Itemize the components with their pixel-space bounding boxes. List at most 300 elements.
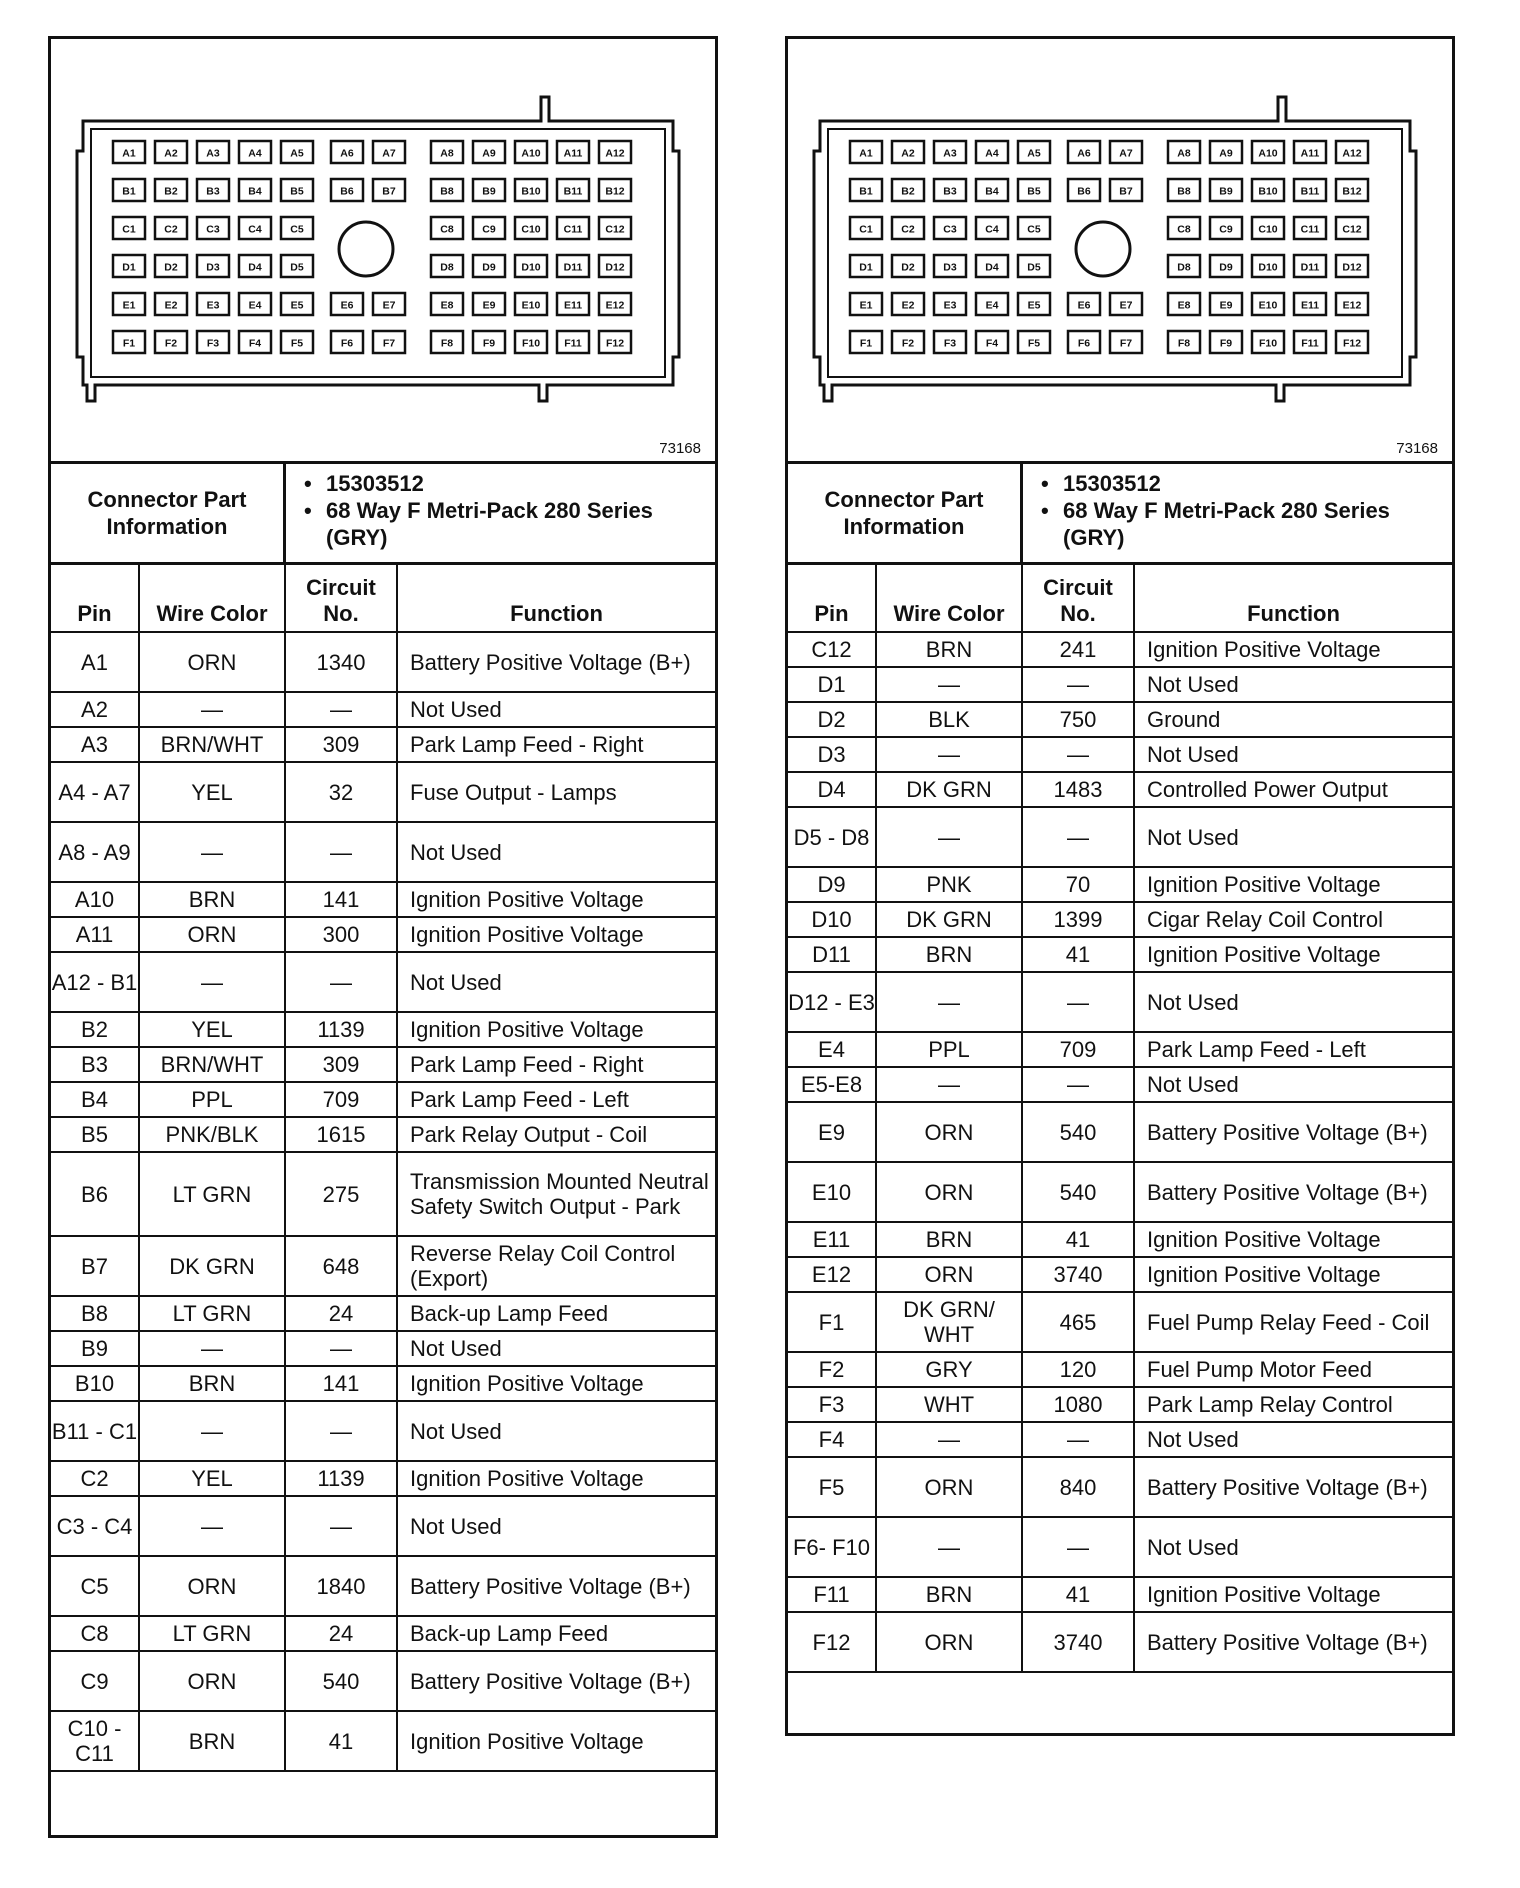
cell-wire-color: —: [139, 1496, 285, 1556]
cell-pin: E12: [788, 1257, 876, 1292]
svg-text:C11: C11: [1300, 223, 1320, 236]
cavity-a7: [373, 141, 405, 163]
cavity-a3: [197, 141, 229, 163]
cell-pin: F2: [788, 1352, 876, 1387]
svg-text:A6: A6: [340, 147, 354, 160]
svg-text:A1: A1: [122, 147, 136, 160]
cell-function: Ignition Positive Voltage: [1134, 937, 1452, 972]
cell-wire-color: DK GRN/ WHT: [876, 1292, 1022, 1352]
cavity-f12: [1336, 331, 1368, 353]
svg-text:C4: C4: [985, 223, 999, 236]
cell-circuit: 120: [1022, 1352, 1134, 1387]
svg-text:A9: A9: [1219, 147, 1233, 160]
cell-function: Ignition Positive Voltage: [397, 1012, 715, 1047]
cavity-d4: [239, 255, 271, 277]
cell-pin: D1: [788, 667, 876, 702]
cavity-d12: [1336, 255, 1368, 277]
cavity-a4: [239, 141, 271, 163]
cell-pin: F3: [788, 1387, 876, 1422]
table-row: [51, 1616, 715, 1651]
connector-info-label: Connector Part Information: [51, 464, 286, 562]
svg-text:F6: F6: [1077, 337, 1091, 350]
figure-number: 73168: [1396, 440, 1438, 457]
cavity-d8: [1168, 255, 1200, 277]
cell-wire-color: PNK: [876, 867, 1022, 902]
cavity-b12: [599, 179, 631, 201]
svg-text:D5: D5: [1027, 261, 1041, 274]
svg-text:A8: A8: [440, 147, 454, 160]
svg-text:F3: F3: [206, 337, 220, 350]
cavity-f11: [557, 331, 589, 353]
svg-text:C2: C2: [901, 223, 915, 236]
svg-text:C8: C8: [440, 223, 454, 236]
cell-wire-color: BRN: [139, 1366, 285, 1401]
table-row: [51, 1117, 715, 1152]
cavity-d3: [197, 255, 229, 277]
table-row: [51, 917, 715, 952]
cavity-c3: [934, 217, 966, 239]
cell-wire-color: —: [139, 1331, 285, 1366]
svg-text:D3: D3: [943, 261, 957, 274]
header-function: Function: [1134, 565, 1452, 632]
table-row: [51, 1047, 715, 1082]
cell-function: Not Used: [397, 952, 715, 1012]
cell-circuit: 1615: [285, 1117, 397, 1152]
connector-outline-icon: [51, 39, 715, 461]
cell-circuit: 540: [1022, 1102, 1134, 1162]
table-row: [51, 1651, 715, 1711]
svg-text:F2: F2: [901, 337, 915, 350]
pin-table: [788, 565, 1452, 1673]
cell-wire-color: ORN: [139, 1651, 285, 1711]
cavity-e3: [934, 293, 966, 315]
cell-wire-color: —: [876, 737, 1022, 772]
connector-face-diagram: [51, 39, 715, 464]
cell-function: Not Used: [1134, 807, 1452, 867]
cell-circuit: 540: [1022, 1162, 1134, 1222]
table-row: [788, 1577, 1452, 1612]
svg-text:E7: E7: [1119, 299, 1133, 312]
cell-wire-color: BRN: [876, 937, 1022, 972]
polarizing-key-icon: [1076, 222, 1130, 276]
cell-pin: A4 - A7: [51, 762, 139, 822]
cavity-e4: [976, 293, 1008, 315]
svg-text:F3: F3: [943, 337, 957, 350]
table-row: [51, 1711, 715, 1771]
header-circuit: Circuit No.: [1022, 565, 1134, 632]
cavity-f12: [599, 331, 631, 353]
cavity-a1: [113, 141, 145, 163]
cell-function: Not Used: [1134, 737, 1452, 772]
cavity-c5: [281, 217, 313, 239]
cell-circuit: 750: [1022, 702, 1134, 737]
cavity-c5: [1018, 217, 1050, 239]
svg-text:D2: D2: [901, 261, 915, 274]
cell-wire-color: —: [876, 1517, 1022, 1577]
cell-pin: D9: [788, 867, 876, 902]
cavity-a3: [934, 141, 966, 163]
table-row: [788, 972, 1452, 1032]
cell-function: Not Used: [1134, 1517, 1452, 1577]
cavity-a8: [431, 141, 463, 163]
cell-pin: D11: [788, 937, 876, 972]
table-row: [51, 762, 715, 822]
svg-text:C12: C12: [605, 223, 625, 236]
cavity-e7: [1110, 293, 1142, 315]
svg-text:F9: F9: [1219, 337, 1233, 350]
cavity-a6: [1068, 141, 1100, 163]
cavity-a1: [850, 141, 882, 163]
cavity-a11: [1294, 141, 1326, 163]
svg-text:B2: B2: [901, 185, 915, 198]
cell-function: Not Used: [397, 822, 715, 882]
cell-wire-color: ORN: [876, 1162, 1022, 1222]
svg-text:B3: B3: [943, 185, 957, 198]
cavity-a10: [515, 141, 547, 163]
cavity-f6: [331, 331, 363, 353]
cell-function: Battery Positive Voltage (B+): [1134, 1102, 1452, 1162]
svg-text:A5: A5: [1027, 147, 1041, 160]
cavity-c12: [599, 217, 631, 239]
cell-function: Not Used: [1134, 1067, 1452, 1102]
svg-text:A4: A4: [248, 147, 262, 160]
svg-text:E1: E1: [859, 299, 873, 312]
svg-text:E10: E10: [521, 299, 541, 312]
cavity-d9: [1210, 255, 1242, 277]
cell-wire-color: PPL: [876, 1032, 1022, 1067]
table-row: [788, 772, 1452, 807]
svg-text:A5: A5: [290, 147, 304, 160]
svg-text:B8: B8: [1177, 185, 1191, 198]
cavity-d12: [599, 255, 631, 277]
svg-text:B11: B11: [1300, 185, 1320, 198]
cavity-a4: [976, 141, 1008, 163]
svg-text:E4: E4: [985, 299, 999, 312]
cavity-b9: [1210, 179, 1242, 201]
cell-pin: B2: [51, 1012, 139, 1047]
cavity-b9: [473, 179, 505, 201]
svg-text:D8: D8: [1177, 261, 1191, 274]
cell-wire-color: BRN: [876, 1577, 1022, 1612]
cell-function: Transmission Mounted Neutral Safety Switch Output - Park: [397, 1152, 715, 1236]
cell-wire-color: WHT: [876, 1387, 1022, 1422]
connector-info-list: [286, 464, 715, 562]
svg-text:E8: E8: [440, 299, 454, 312]
part-number: • 15303512: [326, 470, 715, 497]
table-row: [51, 1461, 715, 1496]
header-wire-color: Wire Color: [139, 565, 285, 632]
cell-function: Ignition Positive Voltage: [397, 1711, 715, 1771]
svg-text:E5: E5: [1027, 299, 1041, 312]
table-row: [788, 1032, 1452, 1067]
cell-function: Park Lamp Feed - Right: [397, 1047, 715, 1082]
cavity-b2: [155, 179, 187, 201]
cavity-b4: [239, 179, 271, 201]
cell-function: Battery Positive Voltage (B+): [397, 632, 715, 692]
cell-circuit: 275: [285, 1152, 397, 1236]
cell-function: Not Used: [397, 1331, 715, 1366]
figure-number: 73168: [659, 440, 701, 457]
svg-text:D11: D11: [563, 261, 583, 274]
svg-text:D3: D3: [206, 261, 220, 274]
cavity-b7: [373, 179, 405, 201]
cell-circuit: 41: [1022, 1222, 1134, 1257]
table-row: [51, 692, 715, 727]
table-row: [788, 632, 1452, 667]
cell-function: Ignition Positive Voltage: [397, 917, 715, 952]
cell-pin: D12 - E3: [788, 972, 876, 1032]
cell-pin: D3: [788, 737, 876, 772]
svg-text:A12: A12: [605, 147, 625, 160]
cavity-e7: [373, 293, 405, 315]
cell-wire-color: —: [876, 807, 1022, 867]
header-circuit: Circuit No.: [285, 565, 397, 632]
table-row: [788, 1067, 1452, 1102]
cell-pin: F5: [788, 1457, 876, 1517]
cell-wire-color: BRN: [876, 632, 1022, 667]
cavity-d10: [515, 255, 547, 277]
table-row: [788, 937, 1452, 972]
svg-text:F8: F8: [1177, 337, 1191, 350]
svg-text:F12: F12: [1342, 337, 1362, 350]
svg-text:B6: B6: [340, 185, 354, 198]
svg-text:D4: D4: [248, 261, 262, 274]
cell-function: Park Lamp Feed - Left: [1134, 1032, 1452, 1067]
cell-circuit: 1399: [1022, 902, 1134, 937]
cell-circuit: —: [1022, 1067, 1134, 1102]
cell-circuit: 24: [285, 1296, 397, 1331]
table-row: [788, 807, 1452, 867]
table-row: [51, 1236, 715, 1296]
cavity-f9: [473, 331, 505, 353]
cell-function: Battery Positive Voltage (B+): [397, 1651, 715, 1711]
cell-function: Back-up Lamp Feed: [397, 1616, 715, 1651]
cavity-b1: [850, 179, 882, 201]
cavity-e4: [239, 293, 271, 315]
cell-pin: B6: [51, 1152, 139, 1236]
cavity-e9: [473, 293, 505, 315]
cell-pin: C9: [51, 1651, 139, 1711]
cell-wire-color: —: [876, 1067, 1022, 1102]
svg-text:B10: B10: [521, 185, 541, 198]
cell-function: Controlled Power Output: [1134, 772, 1452, 807]
table-row: [51, 1366, 715, 1401]
cavity-d1: [113, 255, 145, 277]
connector-description: • 68 Way F Metri-Pack 280 Series (GRY): [1063, 497, 1452, 551]
cavity-b11: [557, 179, 589, 201]
table-row: [51, 1331, 715, 1366]
cavity-e9: [1210, 293, 1242, 315]
cavity-a12: [1336, 141, 1368, 163]
cavity-f9: [1210, 331, 1242, 353]
cavity-c12: [1336, 217, 1368, 239]
cell-circuit: —: [1022, 972, 1134, 1032]
cell-wire-color: LT GRN: [139, 1616, 285, 1651]
svg-text:F2: F2: [164, 337, 178, 350]
cell-pin: A3: [51, 727, 139, 762]
cavity-a5: [281, 141, 313, 163]
table-row: [788, 1222, 1452, 1257]
cell-function: Not Used: [397, 1401, 715, 1461]
cavity-b8: [1168, 179, 1200, 201]
svg-text:D12: D12: [605, 261, 625, 274]
svg-text:E2: E2: [901, 299, 915, 312]
svg-text:F7: F7: [1119, 337, 1133, 350]
svg-text:F4: F4: [985, 337, 999, 350]
cavity-b5: [281, 179, 313, 201]
cell-function: Park Lamp Feed - Left: [397, 1082, 715, 1117]
svg-text:D9: D9: [1219, 261, 1233, 274]
cell-wire-color: YEL: [139, 1461, 285, 1496]
svg-text:B4: B4: [248, 185, 262, 198]
cavity-e2: [155, 293, 187, 315]
cell-wire-color: DK GRN: [876, 772, 1022, 807]
cell-wire-color: —: [876, 667, 1022, 702]
cavity-c3: [197, 217, 229, 239]
cavity-f11: [1294, 331, 1326, 353]
svg-text:C10: C10: [521, 223, 541, 236]
svg-text:B12: B12: [605, 185, 625, 198]
cell-circuit: —: [285, 822, 397, 882]
cavity-f4: [239, 331, 271, 353]
svg-text:B2: B2: [164, 185, 178, 198]
svg-text:E4: E4: [248, 299, 262, 312]
cell-pin: C5: [51, 1556, 139, 1616]
svg-text:F5: F5: [290, 337, 304, 350]
cell-wire-color: ORN: [876, 1102, 1022, 1162]
cell-pin: A12 - B1: [51, 952, 139, 1012]
cell-pin: A11: [51, 917, 139, 952]
svg-text:A3: A3: [206, 147, 220, 160]
cell-pin: B8: [51, 1296, 139, 1331]
cell-circuit: 1139: [285, 1461, 397, 1496]
cell-pin: D5 - D8: [788, 807, 876, 867]
svg-text:C9: C9: [1219, 223, 1233, 236]
table-row: [788, 1517, 1452, 1577]
cell-function: Ignition Positive Voltage: [1134, 632, 1452, 667]
cell-circuit: 141: [285, 882, 397, 917]
cell-pin: B7: [51, 1236, 139, 1296]
svg-text:E1: E1: [122, 299, 136, 312]
cavity-e8: [431, 293, 463, 315]
svg-text:C4: C4: [248, 223, 262, 236]
cell-circuit: 141: [285, 1366, 397, 1401]
cavity-f2: [155, 331, 187, 353]
cavity-c1: [113, 217, 145, 239]
cell-wire-color: PNK/BLK: [139, 1117, 285, 1152]
table-row: [51, 822, 715, 882]
cavity-b5: [1018, 179, 1050, 201]
svg-text:E9: E9: [482, 299, 496, 312]
cell-pin: B4: [51, 1082, 139, 1117]
cavity-c8: [431, 217, 463, 239]
cell-pin: D2: [788, 702, 876, 737]
cavity-c1: [850, 217, 882, 239]
cavity-e6: [1068, 293, 1100, 315]
svg-text:C8: C8: [1177, 223, 1191, 236]
svg-text:F9: F9: [482, 337, 496, 350]
cell-function: Reverse Relay Coil Control (Export): [397, 1236, 715, 1296]
cell-function: Not Used: [1134, 667, 1452, 702]
svg-text:A8: A8: [1177, 147, 1191, 160]
cavity-e11: [1294, 293, 1326, 315]
svg-text:C1: C1: [859, 223, 873, 236]
svg-text:A10: A10: [1258, 147, 1278, 160]
table-row: [788, 702, 1452, 737]
cavity-d9: [473, 255, 505, 277]
cell-wire-color: YEL: [139, 762, 285, 822]
svg-text:B8: B8: [440, 185, 454, 198]
cavity-e1: [850, 293, 882, 315]
cell-wire-color: ORN: [876, 1612, 1022, 1672]
table-row: [51, 1152, 715, 1236]
pinout-panel-right: [785, 36, 1455, 1736]
svg-text:B5: B5: [1027, 185, 1041, 198]
cavity-e5: [281, 293, 313, 315]
cell-wire-color: —: [876, 1422, 1022, 1457]
svg-text:E3: E3: [943, 299, 957, 312]
cavity-e11: [557, 293, 589, 315]
table-row: [788, 867, 1452, 902]
svg-text:A9: A9: [482, 147, 496, 160]
cavity-c8: [1168, 217, 1200, 239]
svg-text:D11: D11: [1300, 261, 1320, 274]
cavity-b3: [197, 179, 229, 201]
cavity-c11: [557, 217, 589, 239]
cell-wire-color: BRN/WHT: [139, 727, 285, 762]
cell-wire-color: LT GRN: [139, 1296, 285, 1331]
cell-pin: B11 - C1: [51, 1401, 139, 1461]
cell-pin: D10: [788, 902, 876, 937]
svg-text:A12: A12: [1342, 147, 1362, 160]
svg-text:C1: C1: [122, 223, 136, 236]
cell-circuit: —: [1022, 737, 1134, 772]
cell-circuit: 24: [285, 1616, 397, 1651]
svg-text:E12: E12: [605, 299, 625, 312]
cell-circuit: —: [285, 1331, 397, 1366]
cell-function: Battery Positive Voltage (B+): [1134, 1457, 1452, 1517]
cell-pin: E5-E8: [788, 1067, 876, 1102]
cell-circuit: 1139: [285, 1012, 397, 1047]
cell-pin: A1: [51, 632, 139, 692]
cell-circuit: 41: [1022, 937, 1134, 972]
svg-text:C3: C3: [943, 223, 957, 236]
cavity-b10: [1252, 179, 1284, 201]
cavity-c2: [892, 217, 924, 239]
cell-wire-color: —: [139, 952, 285, 1012]
svg-text:D10: D10: [521, 261, 541, 274]
cell-pin: C3 - C4: [51, 1496, 139, 1556]
cell-circuit: 309: [285, 727, 397, 762]
cavity-d5: [281, 255, 313, 277]
table-row: [788, 667, 1452, 702]
cell-wire-color: DK GRN: [139, 1236, 285, 1296]
cell-wire-color: DK GRN: [876, 902, 1022, 937]
svg-text:D12: D12: [1342, 261, 1362, 274]
cell-circuit: 1840: [285, 1556, 397, 1616]
cavity-f8: [431, 331, 463, 353]
cell-function: Battery Positive Voltage (B+): [1134, 1162, 1452, 1222]
cell-function: Fuel Pump Relay Feed - Coil: [1134, 1292, 1452, 1352]
cell-pin: E4: [788, 1032, 876, 1067]
cell-wire-color: ORN: [876, 1457, 1022, 1517]
pin-table: [51, 565, 715, 1772]
cavity-d2: [155, 255, 187, 277]
cell-function: Ground: [1134, 702, 1452, 737]
cell-pin: C2: [51, 1461, 139, 1496]
cell-function: Park Lamp Feed - Right: [397, 727, 715, 762]
svg-text:A11: A11: [563, 147, 583, 160]
